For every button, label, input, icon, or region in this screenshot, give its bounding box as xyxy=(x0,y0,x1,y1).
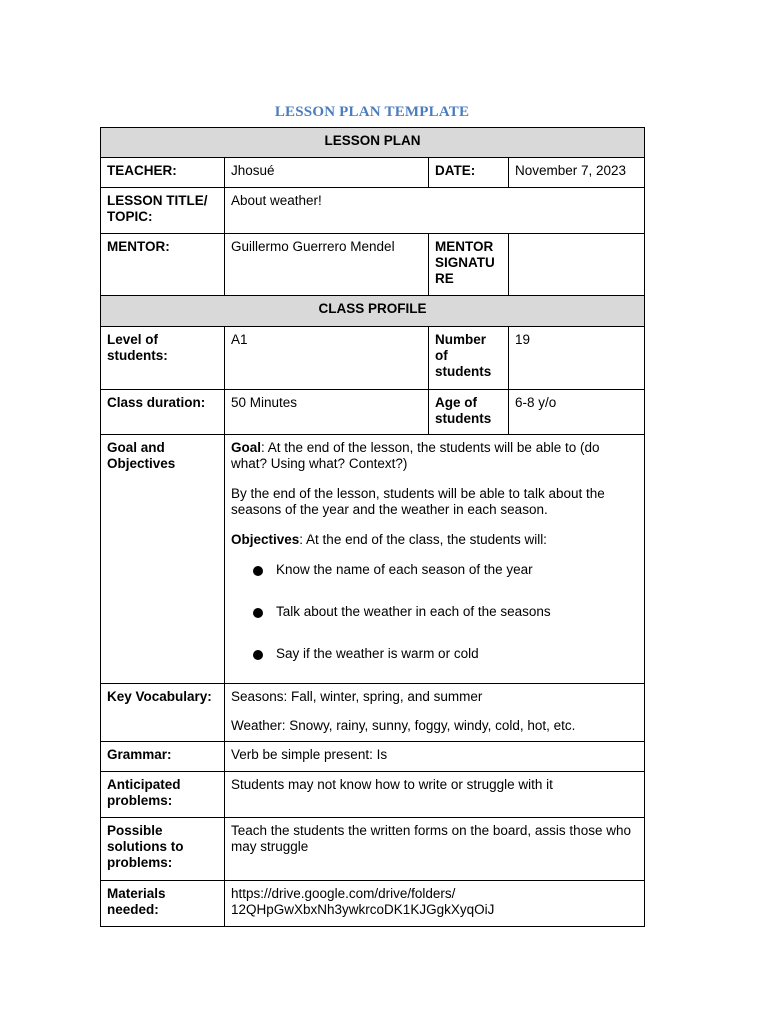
document-title: LESSON PLAN TEMPLATE xyxy=(274,104,470,120)
mentor-label: MENTOR: xyxy=(101,234,225,296)
bullet-icon xyxy=(253,650,263,660)
number-of-students-label: Number of students xyxy=(429,327,509,390)
objective-item: Know the name of each season of the year xyxy=(253,562,638,578)
class-profile-header: CLASS PROFILE xyxy=(101,296,645,327)
age-of-students-value: 6-8 y/o xyxy=(509,390,645,435)
grammar-label: Grammar: xyxy=(101,742,225,772)
possible-solutions-value: Teach the students the written forms on the board, assis those who may struggle xyxy=(225,818,645,881)
vocabulary-seasons: Seasons: Fall, winter, spring, and summer xyxy=(231,689,483,704)
mentor-signature-label: MENTOR SIGNATU RE xyxy=(429,234,509,296)
materials-label: Materials needed: xyxy=(101,881,225,927)
date-value: November 7, 2023 xyxy=(509,158,645,188)
objective-item: Say if the weather is warm or cold xyxy=(253,646,638,662)
grammar-value: Verb be simple present: Is xyxy=(225,742,645,772)
objectives-statement xyxy=(231,532,638,548)
lesson-title-label: LESSON TITLE/ TOPIC: xyxy=(101,188,225,234)
goal-statement xyxy=(231,440,638,472)
possible-solutions-label: Possible solutions to problems: xyxy=(101,818,225,881)
key-vocabulary-content xyxy=(225,684,645,742)
lesson-plan-table xyxy=(100,127,645,927)
bullet-icon xyxy=(253,608,263,618)
mentor-value: Guillermo Guerrero Mendel xyxy=(225,234,429,296)
level-value: A1 xyxy=(225,327,429,390)
materials-url-line1: https://drive.google.com/drive/folders/ xyxy=(231,886,456,901)
objectives-list xyxy=(231,562,638,662)
bullet-icon xyxy=(253,566,263,576)
objectives-prefix: Objectives xyxy=(231,532,300,547)
materials-url-line2: 12QHpGwXbxNh3ywkrcoDK1KJGgkXyqOiJ xyxy=(231,902,495,917)
teacher-value: Jhosué xyxy=(225,158,429,188)
level-label: Level of students: xyxy=(101,327,225,390)
anticipated-problems-value: Students may not know how to write or struggle with it xyxy=(225,772,645,818)
goal-objectives-label: Goal and Objectives xyxy=(101,435,225,684)
goal-text: : At the end of the lesson, the students will be able to (do what? Using what? Context?) xyxy=(231,440,600,471)
key-vocabulary-label: Key Vocabulary: xyxy=(101,684,225,742)
date-label: DATE: xyxy=(429,158,509,188)
age-of-students-label: Age of students xyxy=(429,390,509,435)
class-duration-label: Class duration: xyxy=(101,390,225,435)
vocabulary-weather: Weather: Snowy, rainy, sunny, foggy, windy, cold, hot, etc. xyxy=(231,718,576,733)
lesson-plan-header: LESSON PLAN xyxy=(101,128,645,158)
class-duration-value: 50 Minutes xyxy=(225,390,429,435)
teacher-label: TEACHER: xyxy=(101,158,225,188)
mentor-signature-field[interactable] xyxy=(509,234,645,296)
materials-link[interactable] xyxy=(225,881,645,927)
goal-objectives-content xyxy=(225,435,645,684)
anticipated-problems-label: Anticipated problems: xyxy=(101,772,225,818)
objectives-text: : At the end of the class, the students will: xyxy=(299,532,547,547)
goal-detail: By the end of the lesson, students will be able to talk about the seasons of the year and the weather in each season. xyxy=(231,486,605,517)
objective-item: Talk about the weather in each of the seasons xyxy=(253,604,638,620)
number-of-students-value: 19 xyxy=(509,327,645,390)
goal-prefix: Goal xyxy=(231,440,262,455)
lesson-title-value: About weather! xyxy=(225,188,645,234)
